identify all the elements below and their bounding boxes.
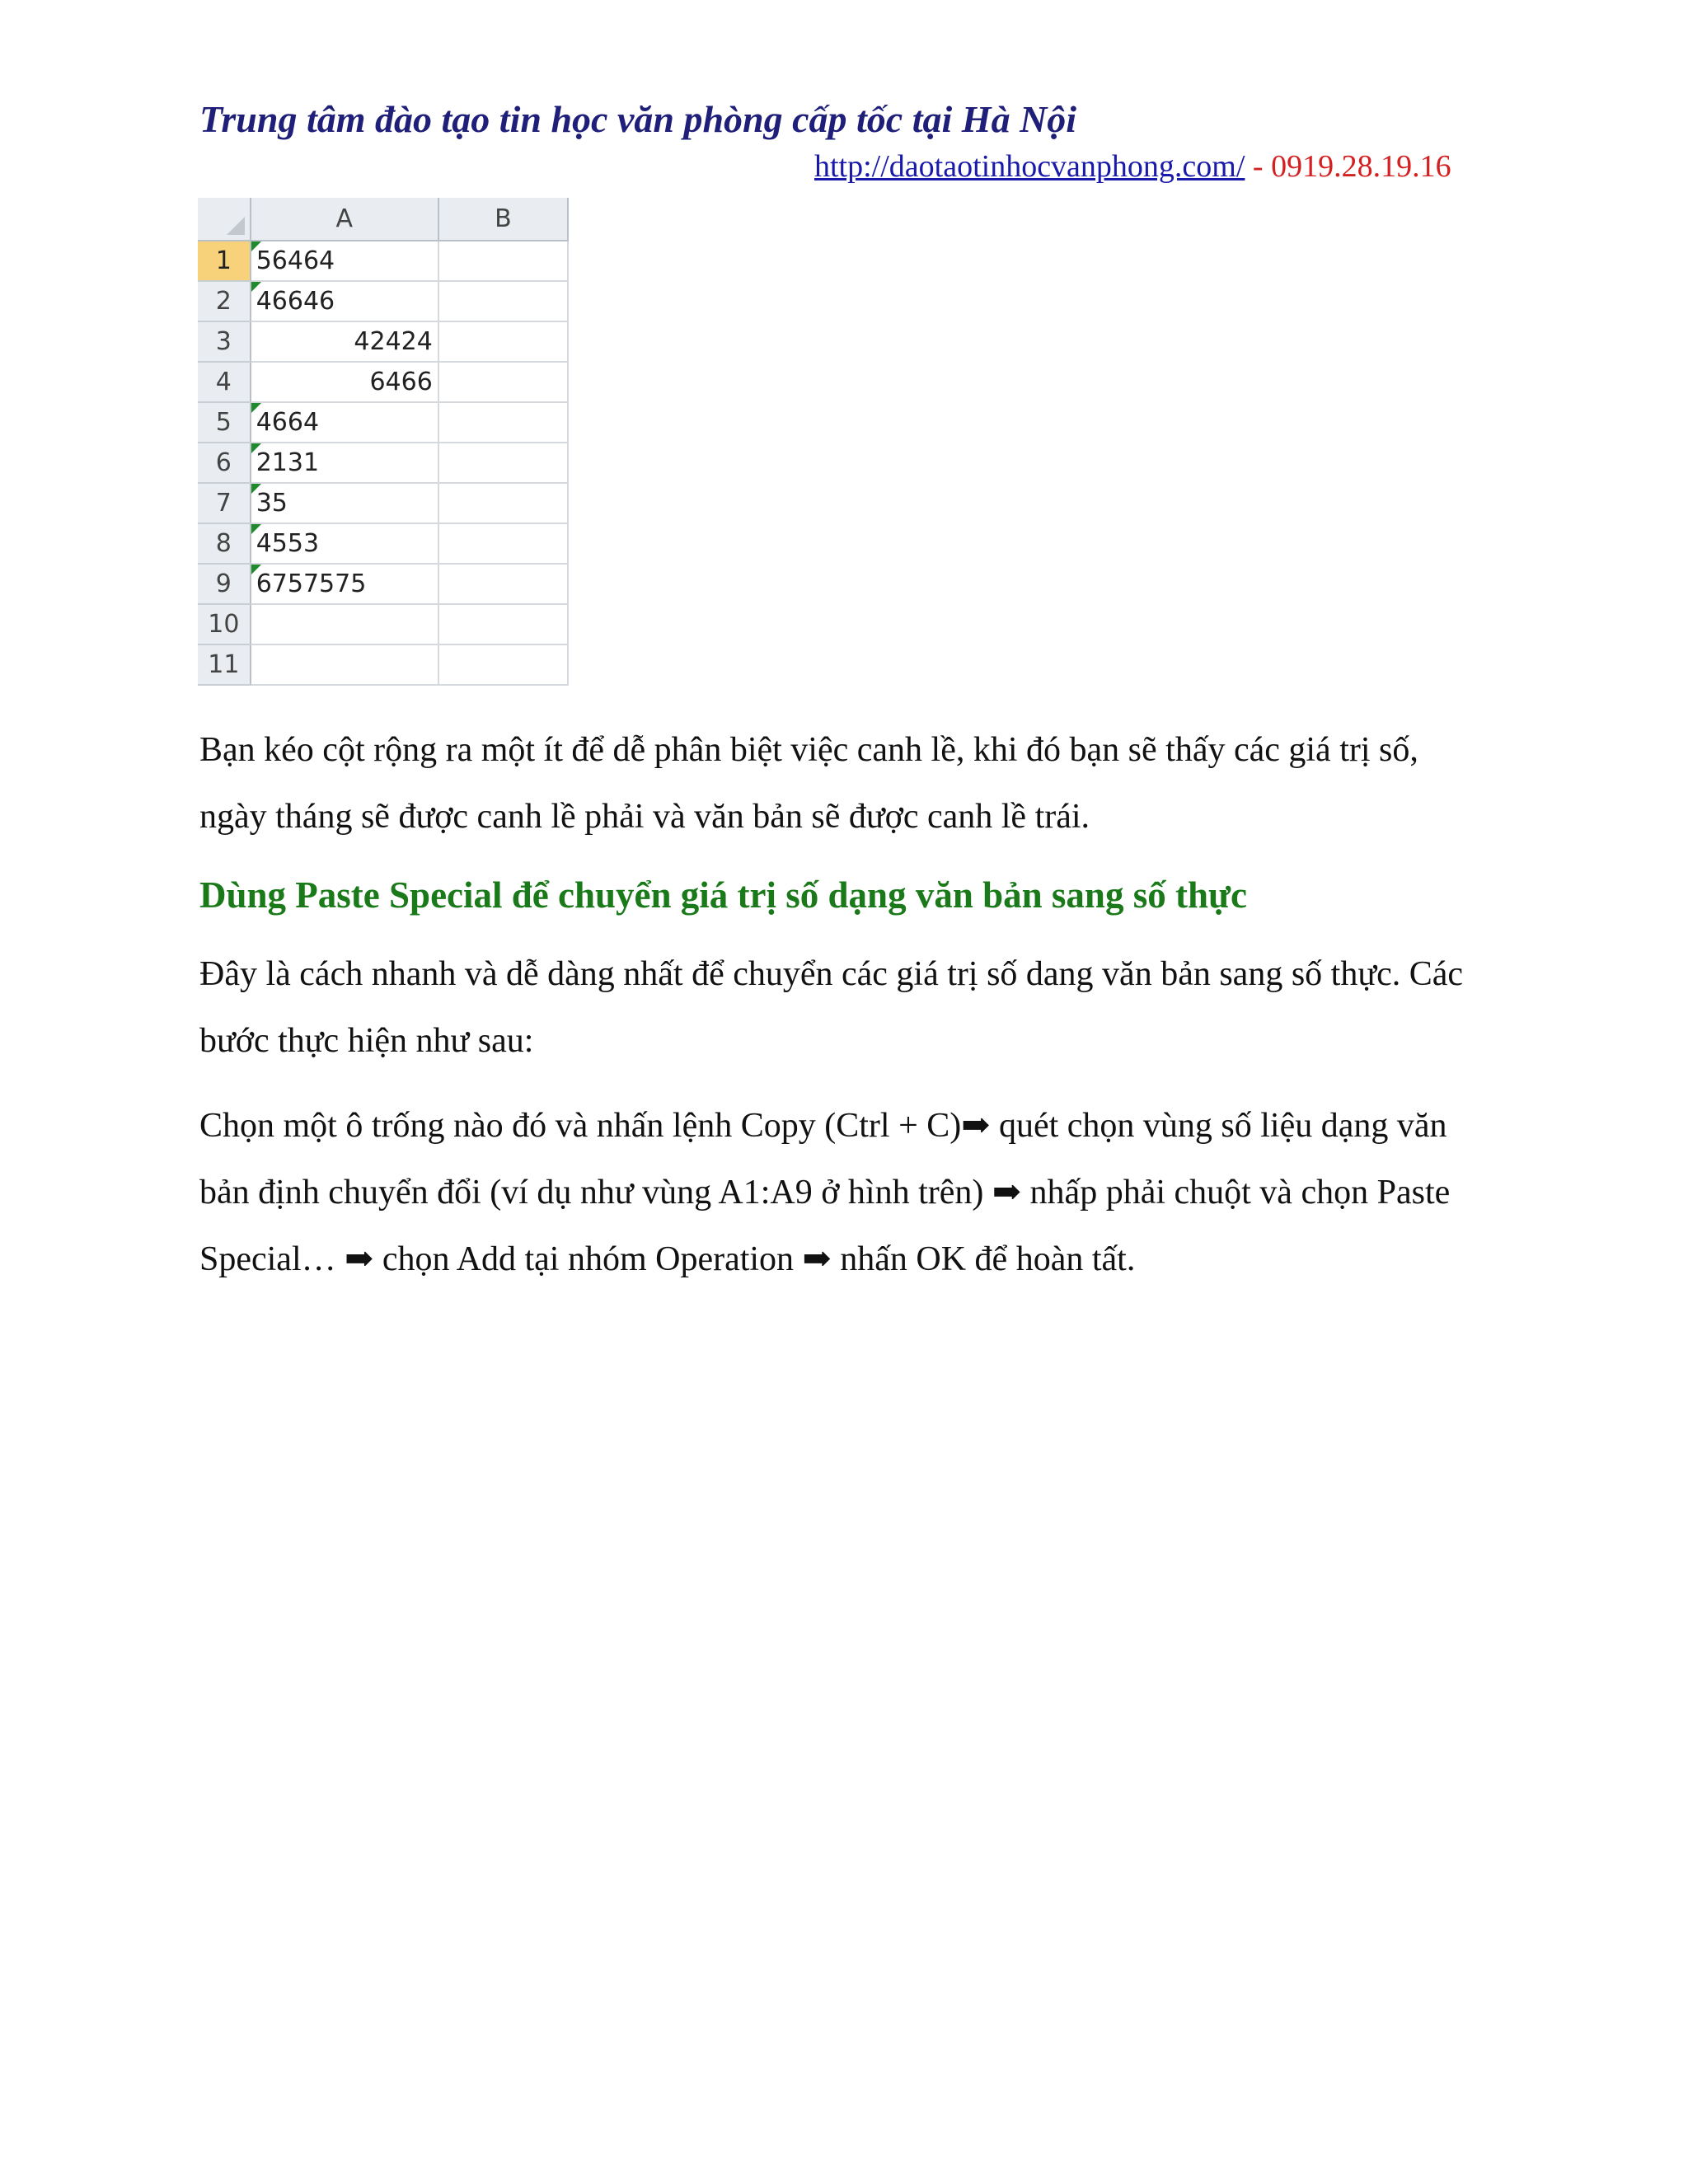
sheet-row bbox=[198, 241, 568, 281]
cell-value: 56464 bbox=[256, 246, 335, 275]
cell-value: 4664 bbox=[256, 408, 320, 437]
cell-value: 4553 bbox=[256, 529, 320, 558]
cell-a[interactable] bbox=[251, 564, 438, 604]
cell-b[interactable] bbox=[438, 644, 568, 685]
sheet-row bbox=[198, 483, 568, 523]
error-indicator-icon bbox=[251, 484, 261, 494]
error-indicator-icon bbox=[251, 241, 261, 251]
row-header[interactable]: 1 bbox=[198, 241, 251, 281]
row-header[interactable]: 11 bbox=[198, 644, 251, 685]
error-indicator-icon bbox=[251, 282, 261, 292]
row-header[interactable]: 7 bbox=[198, 483, 251, 523]
cell-b[interactable] bbox=[438, 443, 568, 483]
column-header-b[interactable]: B bbox=[438, 198, 568, 241]
cell-b[interactable] bbox=[438, 483, 568, 523]
sheet-row bbox=[198, 604, 568, 644]
cell-a[interactable] bbox=[251, 523, 438, 564]
row-header[interactable]: 9 bbox=[198, 564, 251, 604]
cell-value: 6466 bbox=[369, 368, 433, 396]
cell-value: 2131 bbox=[256, 448, 320, 477]
cell-b[interactable] bbox=[438, 241, 568, 281]
cell-a[interactable] bbox=[251, 443, 438, 483]
cell-value: 6757575 bbox=[256, 569, 367, 598]
cell-b[interactable] bbox=[438, 402, 568, 443]
select-all-corner[interactable] bbox=[198, 198, 251, 241]
error-indicator-icon bbox=[251, 524, 261, 534]
sheet-row bbox=[198, 564, 568, 604]
sheet-row bbox=[198, 362, 568, 402]
header-title: Trung tâm đào tạo tin học văn phòng cấp tốc tại Hà Nội bbox=[199, 98, 1077, 140]
row-header[interactable]: 6 bbox=[198, 443, 251, 483]
paragraph-steps: Chọn một ô trống nào đó và nhấn lệnh Copy (Ctrl + C)➡ quét chọn vùng số liệu dạng văn bản định chuyển đổi (ví dụ như vùng A1:A9 ở hình trên) ➡ nhấp phải chuột và chọn Paste Special… ➡ chọn Add tại nhóm Operation ➡ nhấn OK để hoàn tất. bbox=[199, 1107, 1451, 1278]
cell-a[interactable] bbox=[251, 321, 438, 362]
website-link[interactable]: http://daotaotinhocvanphong.com/ bbox=[814, 149, 1245, 184]
row-header[interactable]: 2 bbox=[198, 281, 251, 321]
cell-value: 35 bbox=[256, 489, 288, 518]
separator: - bbox=[1245, 149, 1272, 184]
section-heading: Dùng Paste Special để chuyển giá trị số dạng văn bản sang số thực bbox=[199, 874, 1247, 916]
cell-b[interactable] bbox=[438, 281, 568, 321]
column-header-a[interactable]: A bbox=[251, 198, 438, 241]
spreadsheet-screenshot bbox=[198, 198, 569, 692]
sheet-row bbox=[198, 402, 568, 443]
cell-b[interactable] bbox=[438, 523, 568, 564]
cell-b[interactable] bbox=[438, 362, 568, 402]
header-contact bbox=[814, 148, 1451, 185]
row-header[interactable]: 8 bbox=[198, 523, 251, 564]
cell-b[interactable] bbox=[438, 604, 568, 644]
row-header[interactable]: 10 bbox=[198, 604, 251, 644]
cell-b[interactable] bbox=[438, 321, 568, 362]
cell-a[interactable] bbox=[251, 483, 438, 523]
phone-number: 0919.28.19.16 bbox=[1271, 149, 1451, 184]
error-indicator-icon bbox=[251, 565, 261, 574]
row-header[interactable]: 4 bbox=[198, 362, 251, 402]
cell-a[interactable] bbox=[251, 402, 438, 443]
cell-b[interactable] bbox=[438, 564, 568, 604]
paragraph-alignment: Bạn kéo cột rộng ra một ít để dễ phân biệt việc canh lề, khi đó bạn sẽ thấy các giá trị số, ngày tháng sẽ được canh lề phải và văn bản sẽ được canh lề trái. bbox=[199, 731, 1418, 836]
cell-a[interactable] bbox=[251, 241, 438, 281]
sheet-row bbox=[198, 321, 568, 362]
cell-a[interactable] bbox=[251, 362, 438, 402]
cell-a[interactable] bbox=[251, 281, 438, 321]
spreadsheet-grid bbox=[198, 198, 569, 686]
spreadsheet-rows bbox=[198, 241, 568, 685]
sheet-row bbox=[198, 281, 568, 321]
row-header[interactable]: 3 bbox=[198, 321, 251, 362]
sheet-row bbox=[198, 644, 568, 685]
sheet-row bbox=[198, 523, 568, 564]
cell-a[interactable] bbox=[251, 604, 438, 644]
paragraph-intro: Đây là cách nhanh và dễ dàng nhất để chuyển các giá trị số dang văn bản sang số thực. Các bước thực hiện như sau: bbox=[199, 955, 1464, 1060]
row-header[interactable]: 5 bbox=[198, 402, 251, 443]
cell-a[interactable] bbox=[251, 644, 438, 685]
cell-value: 46646 bbox=[256, 287, 335, 316]
sheet-row bbox=[198, 443, 568, 483]
error-indicator-icon bbox=[251, 403, 261, 413]
cell-value: 42424 bbox=[354, 327, 433, 356]
error-indicator-icon bbox=[251, 443, 261, 453]
